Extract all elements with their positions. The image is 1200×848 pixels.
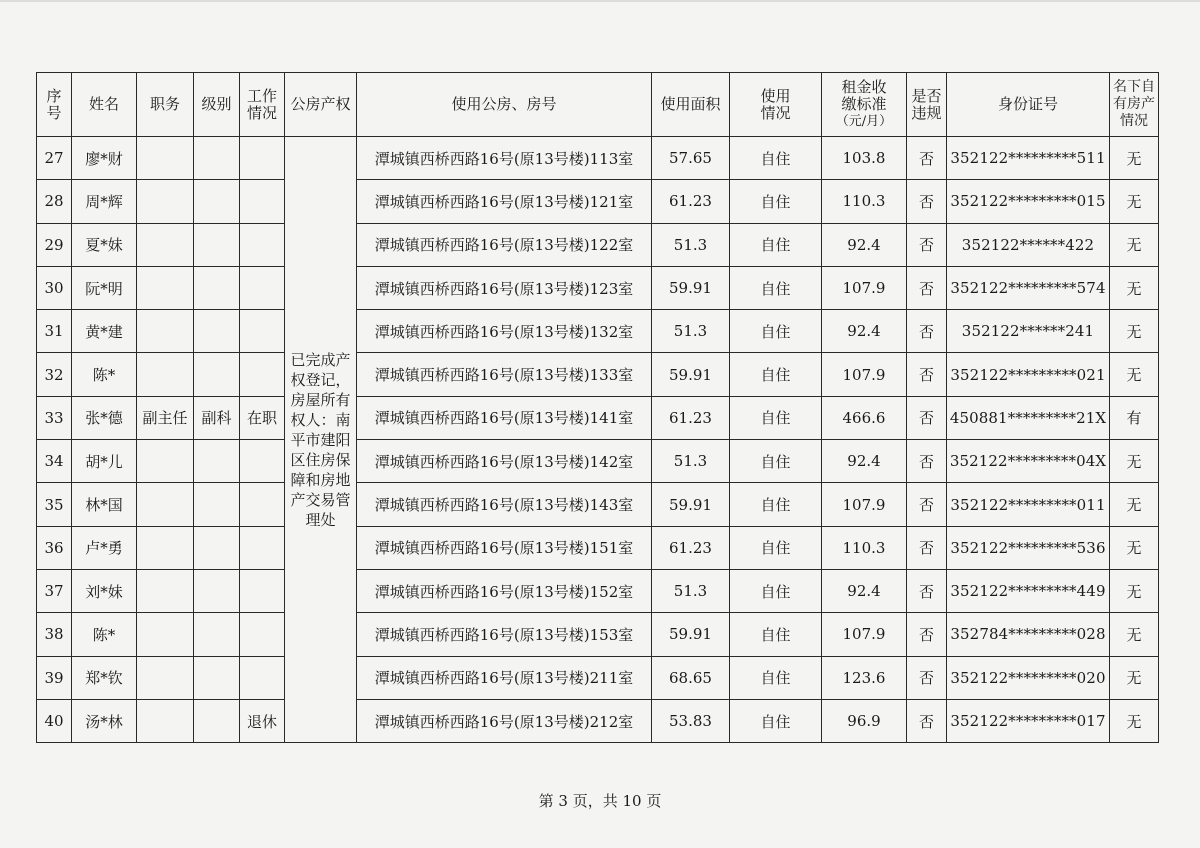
cell-position — [137, 483, 194, 526]
table-row — [37, 526, 1159, 569]
cell-usage: 自住 — [730, 483, 822, 526]
cell-address: 潭城镇西桥西路16号(原13号楼)122室 — [357, 223, 652, 266]
cell-area: 61.23 — [652, 180, 730, 223]
cell-violation: 否 — [907, 483, 947, 526]
cell-name: 陈* — [72, 353, 137, 396]
cell-violation: 否 — [907, 569, 947, 612]
cell-rent: 107.9 — [822, 483, 907, 526]
cell-rent: 96.9 — [822, 699, 907, 742]
cell-name: 汤*林 — [72, 699, 137, 742]
table-row — [37, 266, 1159, 309]
header-position: 职务 — [137, 73, 194, 137]
cell-rent: 103.8 — [822, 137, 907, 180]
cell-address: 潭城镇西桥西路16号(原13号楼)151室 — [357, 526, 652, 569]
table-row — [37, 396, 1159, 439]
header-usage: 使用情况 — [730, 73, 822, 137]
cell-area: 51.3 — [652, 223, 730, 266]
housing-table — [36, 72, 1159, 743]
cell-own-property: 无 — [1110, 353, 1159, 396]
cell-ownership-merged: 已完成产权登记，房屋所有权人：南平市建阳区住房保障和房地产交易管理处 — [285, 137, 357, 743]
header-rent — [822, 73, 907, 137]
cell-position — [137, 266, 194, 309]
cell-rank — [194, 569, 240, 612]
cell-seq: 38 — [37, 613, 72, 656]
cell-name: 刘*妹 — [72, 569, 137, 612]
cell-own-property: 无 — [1110, 137, 1159, 180]
cell-address: 潭城镇西桥西路16号(原13号楼)132室 — [357, 310, 652, 353]
cell-rank: 副科 — [194, 396, 240, 439]
cell-area: 51.3 — [652, 569, 730, 612]
header-work: 工作情况 — [240, 73, 285, 137]
cell-rank — [194, 483, 240, 526]
header-rent-line1: 租金收 — [841, 78, 887, 96]
cell-position — [137, 569, 194, 612]
cell-area: 51.3 — [652, 310, 730, 353]
table-row — [37, 613, 1159, 656]
table-row — [37, 137, 1159, 180]
cell-area: 61.23 — [652, 396, 730, 439]
cell-address: 潭城镇西桥西路16号(原13号楼)212室 — [357, 699, 652, 742]
cell-id: 352122******241 — [947, 310, 1110, 353]
cell-rank — [194, 699, 240, 742]
cell-rent: 123.6 — [822, 656, 907, 699]
cell-rent: 92.4 — [822, 440, 907, 483]
cell-violation: 否 — [907, 266, 947, 309]
cell-rent: 110.3 — [822, 526, 907, 569]
cell-id: 352122*********449 — [947, 569, 1110, 612]
cell-position — [137, 353, 194, 396]
cell-work — [240, 137, 285, 180]
cell-rent: 92.4 — [822, 569, 907, 612]
page-footer: 第 3 页，共 10 页 — [538, 792, 662, 810]
cell-rent: 92.4 — [822, 223, 907, 266]
cell-seq: 39 — [37, 656, 72, 699]
cell-name: 郑*钦 — [72, 656, 137, 699]
cell-usage: 自住 — [730, 613, 822, 656]
cell-usage: 自住 — [730, 569, 822, 612]
cell-seq: 37 — [37, 569, 72, 612]
cell-work — [240, 223, 285, 266]
cell-name: 夏*妹 — [72, 223, 137, 266]
cell-usage: 自住 — [730, 137, 822, 180]
cell-area: 51.3 — [652, 440, 730, 483]
table-row — [37, 440, 1159, 483]
cell-id: 450881*********21X — [947, 396, 1110, 439]
cell-rent: 107.9 — [822, 266, 907, 309]
cell-work — [240, 440, 285, 483]
cell-rank — [194, 613, 240, 656]
cell-rank — [194, 310, 240, 353]
cell-work — [240, 613, 285, 656]
table-body — [37, 137, 1159, 743]
cell-own-property: 无 — [1110, 656, 1159, 699]
cell-own-property: 无 — [1110, 613, 1159, 656]
cell-usage: 自住 — [730, 526, 822, 569]
cell-rent: 107.9 — [822, 353, 907, 396]
table-row — [37, 223, 1159, 266]
cell-usage: 自住 — [730, 310, 822, 353]
cell-area: 59.91 — [652, 353, 730, 396]
cell-id: 352122*********511 — [947, 137, 1110, 180]
header-row — [37, 73, 1159, 137]
cell-work: 退休 — [240, 699, 285, 742]
cell-violation: 否 — [907, 396, 947, 439]
cell-id: 352122*********011 — [947, 483, 1110, 526]
cell-own-property: 无 — [1110, 266, 1159, 309]
header-own-property: 名下自有房产情况 — [1110, 73, 1159, 137]
cell-rank — [194, 656, 240, 699]
cell-seq: 28 — [37, 180, 72, 223]
cell-usage: 自住 — [730, 266, 822, 309]
cell-work — [240, 656, 285, 699]
cell-address: 潭城镇西桥西路16号(原13号楼)211室 — [357, 656, 652, 699]
header-ownership: 公房产权 — [285, 73, 357, 137]
cell-rank — [194, 266, 240, 309]
cell-position — [137, 310, 194, 353]
header-seq: 序号 — [37, 73, 72, 137]
cell-work: 在职 — [240, 396, 285, 439]
cell-area: 53.83 — [652, 699, 730, 742]
cell-violation: 否 — [907, 137, 947, 180]
cell-id: 352122*********015 — [947, 180, 1110, 223]
cell-seq: 40 — [37, 699, 72, 742]
cell-position — [137, 180, 194, 223]
header-rent-line2: 缴标准 — [841, 95, 887, 113]
cell-area: 57.65 — [652, 137, 730, 180]
cell-position — [137, 440, 194, 483]
cell-id: 352784*********028 — [947, 613, 1110, 656]
cell-rank — [194, 526, 240, 569]
cell-seq: 35 — [37, 483, 72, 526]
cell-rent: 466.6 — [822, 396, 907, 439]
cell-rent: 92.4 — [822, 310, 907, 353]
cell-position — [137, 223, 194, 266]
cell-seq: 31 — [37, 310, 72, 353]
table-row — [37, 310, 1159, 353]
cell-name: 卢*勇 — [72, 526, 137, 569]
cell-own-property: 无 — [1110, 310, 1159, 353]
cell-usage: 自住 — [730, 223, 822, 266]
cell-rank — [194, 180, 240, 223]
cell-position — [137, 699, 194, 742]
cell-name: 张*德 — [72, 396, 137, 439]
cell-position — [137, 137, 194, 180]
cell-address: 潭城镇西桥西路16号(原13号楼)113室 — [357, 137, 652, 180]
cell-violation: 否 — [907, 440, 947, 483]
table-row — [37, 180, 1159, 223]
cell-address: 潭城镇西桥西路16号(原13号楼)121室 — [357, 180, 652, 223]
cell-violation: 否 — [907, 353, 947, 396]
table-row — [37, 353, 1159, 396]
cell-own-property: 无 — [1110, 180, 1159, 223]
cell-id: 352122*********017 — [947, 699, 1110, 742]
cell-area: 59.91 — [652, 483, 730, 526]
cell-rank — [194, 440, 240, 483]
cell-position — [137, 613, 194, 656]
cell-name: 阮*明 — [72, 266, 137, 309]
cell-violation: 否 — [907, 180, 947, 223]
cell-rent: 107.9 — [822, 613, 907, 656]
cell-own-property: 无 — [1110, 440, 1159, 483]
cell-violation: 否 — [907, 699, 947, 742]
cell-name: 林*国 — [72, 483, 137, 526]
cell-address: 潭城镇西桥西路16号(原13号楼)152室 — [357, 569, 652, 612]
cell-usage: 自住 — [730, 396, 822, 439]
cell-address: 潭城镇西桥西路16号(原13号楼)153室 — [357, 613, 652, 656]
cell-rank — [194, 353, 240, 396]
cell-usage: 自住 — [730, 353, 822, 396]
table-row — [37, 656, 1159, 699]
cell-id: 352122*********04X — [947, 440, 1110, 483]
cell-seq: 36 — [37, 526, 72, 569]
cell-seq: 32 — [37, 353, 72, 396]
cell-violation: 否 — [907, 526, 947, 569]
cell-id: 352122*********574 — [947, 266, 1110, 309]
cell-position: 副主任 — [137, 396, 194, 439]
cell-seq: 33 — [37, 396, 72, 439]
cell-id: 352122*********021 — [947, 353, 1110, 396]
cell-id: 352122*********536 — [947, 526, 1110, 569]
cell-violation: 否 — [907, 613, 947, 656]
cell-area: 59.91 — [652, 613, 730, 656]
cell-address: 潭城镇西桥西路16号(原13号楼)133室 — [357, 353, 652, 396]
cell-own-property: 无 — [1110, 569, 1159, 612]
cell-seq: 29 — [37, 223, 72, 266]
cell-work — [240, 266, 285, 309]
cell-area: 59.91 — [652, 266, 730, 309]
cell-work — [240, 569, 285, 612]
cell-own-property: 无 — [1110, 223, 1159, 266]
cell-name: 黄*建 — [72, 310, 137, 353]
cell-work — [240, 310, 285, 353]
cell-usage: 自住 — [730, 656, 822, 699]
cell-own-property: 无 — [1110, 483, 1159, 526]
cell-address: 潭城镇西桥西路16号(原13号楼)141室 — [357, 396, 652, 439]
cell-violation: 否 — [907, 656, 947, 699]
cell-violation: 否 — [907, 310, 947, 353]
header-name: 姓名 — [72, 73, 137, 137]
cell-id: 352122******422 — [947, 223, 1110, 266]
cell-name: 周*辉 — [72, 180, 137, 223]
cell-usage: 自住 — [730, 440, 822, 483]
cell-address: 潭城镇西桥西路16号(原13号楼)143室 — [357, 483, 652, 526]
cell-usage: 自住 — [730, 180, 822, 223]
cell-area: 68.65 — [652, 656, 730, 699]
cell-seq: 30 — [37, 266, 72, 309]
header-rent-line3: （元/月） — [835, 114, 893, 129]
cell-own-property: 无 — [1110, 526, 1159, 569]
cell-address: 潭城镇西桥西路16号(原13号楼)142室 — [357, 440, 652, 483]
cell-work — [240, 526, 285, 569]
cell-work — [240, 180, 285, 223]
cell-area: 61.23 — [652, 526, 730, 569]
cell-id: 352122*********020 — [947, 656, 1110, 699]
header-id: 身份证号 — [947, 73, 1110, 137]
cell-own-property: 无 — [1110, 699, 1159, 742]
header-area: 使用面积 — [652, 73, 730, 137]
table-row — [37, 483, 1159, 526]
cell-seq: 27 — [37, 137, 72, 180]
cell-usage: 自住 — [730, 699, 822, 742]
cell-name: 廖*财 — [72, 137, 137, 180]
cell-rank — [194, 137, 240, 180]
cell-work — [240, 353, 285, 396]
header-rank: 级别 — [194, 73, 240, 137]
cell-rank — [194, 223, 240, 266]
cell-position — [137, 526, 194, 569]
cell-violation: 否 — [907, 223, 947, 266]
table-row — [37, 569, 1159, 612]
header-address: 使用公房、房号 — [357, 73, 652, 137]
cell-rent: 110.3 — [822, 180, 907, 223]
cell-position — [137, 656, 194, 699]
cell-work — [240, 483, 285, 526]
cell-name: 胡*儿 — [72, 440, 137, 483]
header-violation: 是否违规 — [907, 73, 947, 137]
cell-address: 潭城镇西桥西路16号(原13号楼)123室 — [357, 266, 652, 309]
cell-seq: 34 — [37, 440, 72, 483]
cell-name: 陈* — [72, 613, 137, 656]
table-row — [37, 699, 1159, 742]
cell-own-property: 有 — [1110, 396, 1159, 439]
